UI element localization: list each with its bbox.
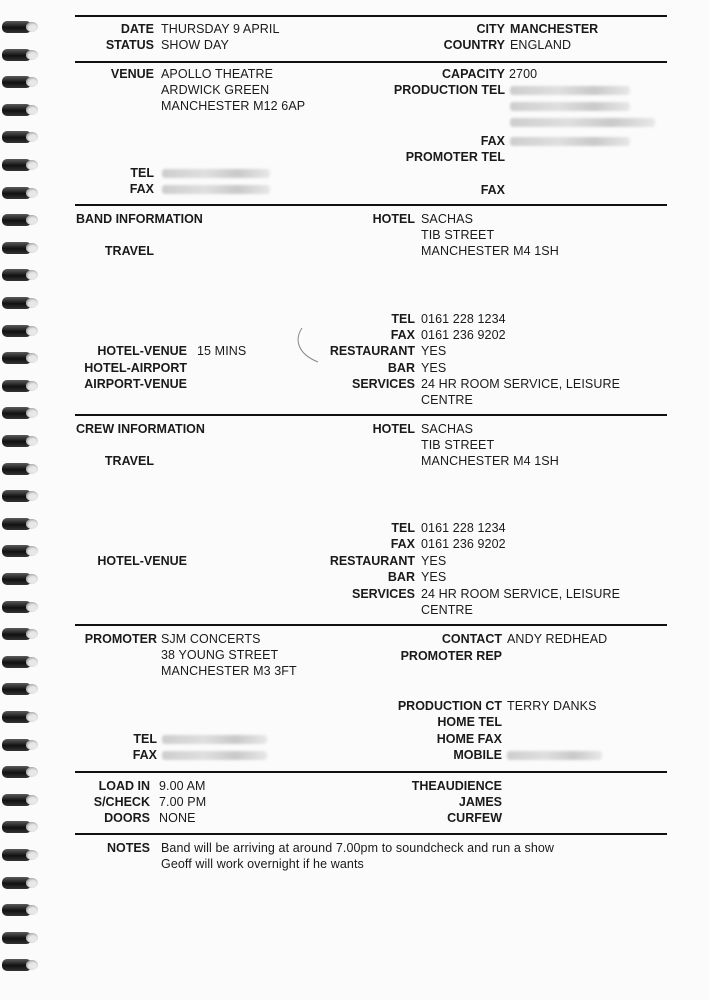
crew-restaurant-label: RESTAURANT xyxy=(329,554,415,568)
doors-label: DOORS xyxy=(104,811,150,825)
crew-hotel-line: TIB STREET xyxy=(421,438,495,452)
notes-line: Band will be arriving at around 7.00pm to soundcheck and run a show xyxy=(161,841,555,855)
promoter-fax-label: FAX xyxy=(480,183,505,197)
crew-information-heading: CREW INFORMATION xyxy=(76,422,205,436)
support-act-1: THEAUDIENCE xyxy=(411,779,502,793)
production-ct-label: PRODUCTION CT xyxy=(397,699,502,713)
divider xyxy=(75,204,667,206)
venue-label: VENUE xyxy=(110,67,154,81)
band-services-label: SERVICES xyxy=(352,377,415,391)
redacted-value xyxy=(162,751,267,760)
crew-services-line: CENTRE xyxy=(421,603,473,617)
binding-ring xyxy=(2,213,40,227)
redacted-value xyxy=(510,137,630,146)
load-in-value: 9.00 AM xyxy=(159,779,206,793)
promoter-line: 38 YOUNG STREET xyxy=(161,648,279,662)
crew-tel-label: TEL xyxy=(391,521,415,535)
crew-bar-label: BAR xyxy=(387,570,415,584)
status-label: STATUS xyxy=(105,38,154,52)
crew-hotel-line: MANCHESTER M4 1SH xyxy=(421,454,559,468)
band-restaurant-value: YES xyxy=(421,344,447,358)
capacity-value: 2700 xyxy=(509,67,538,81)
band-hotel-line: SACHAS xyxy=(421,212,474,226)
divider xyxy=(75,833,667,835)
binding-ring xyxy=(2,572,40,586)
binding-ring xyxy=(2,655,40,669)
mobile-label: MOBILE xyxy=(453,748,502,762)
binding-ring xyxy=(2,489,40,503)
venue-line: MANCHESTER M12 6AP xyxy=(161,99,306,113)
redacted-value xyxy=(510,102,630,111)
binding-ring xyxy=(2,710,40,724)
support-act-2: JAMES xyxy=(458,795,502,809)
contact-value: ANDY REDHEAD xyxy=(507,632,608,646)
crew-restaurant-value: YES xyxy=(421,554,447,568)
promoter-rep-label: PROMOTER REP xyxy=(400,649,502,663)
redacted-value xyxy=(507,751,602,760)
band-tel-value: 0161 228 1234 xyxy=(421,312,506,326)
status-value: SHOW DAY xyxy=(161,38,229,52)
production-tel-label: PRODUCTION TEL xyxy=(393,83,505,97)
binding-ring xyxy=(2,103,40,117)
crew-travel-label: TRAVEL xyxy=(104,454,154,468)
load-in-label: LOAD IN xyxy=(98,779,150,793)
venue-line: ARDWICK GREEN xyxy=(161,83,270,97)
binding-ring xyxy=(2,600,40,614)
notes-label: NOTES xyxy=(106,841,150,855)
redacted-value xyxy=(510,86,630,95)
soundcheck-value: 7.00 PM xyxy=(159,795,207,809)
promoter-label: PROMOTER xyxy=(84,632,157,646)
crew-services-label: SERVICES xyxy=(352,587,415,601)
binding-ring xyxy=(2,738,40,752)
production-ct-value: TERRY DANKS xyxy=(507,699,597,713)
band-bar-value: YES xyxy=(421,361,447,375)
redacted-value xyxy=(162,735,267,744)
city-value: MANCHESTER xyxy=(510,22,599,36)
promoter-fax-label: FAX xyxy=(132,748,157,762)
binding-ring xyxy=(2,186,40,200)
band-travel-label: TRAVEL xyxy=(104,244,154,258)
soundcheck-label: S/CHECK xyxy=(93,795,150,809)
band-hotel-line: TIB STREET xyxy=(421,228,495,242)
binding-ring xyxy=(2,324,40,338)
binding-ring xyxy=(2,820,40,834)
crew-hotel-line: SACHAS xyxy=(421,422,474,436)
pen-mark xyxy=(294,326,324,366)
binding-ring xyxy=(2,379,40,393)
notes-line: Geoff will work overnight if he wants xyxy=(161,857,364,871)
doors-value: NONE xyxy=(159,811,196,825)
redacted-value xyxy=(162,169,270,178)
promoter-line: MANCHESTER M3 3FT xyxy=(161,664,297,678)
venue-fax-label: FAX xyxy=(129,182,154,196)
band-services-line: 24 HR ROOM SERVICE, LEISURE xyxy=(421,377,621,391)
binding-ring xyxy=(2,406,40,420)
binding-ring xyxy=(2,517,40,531)
band-tel-label: TEL xyxy=(391,312,415,326)
binding-ring xyxy=(2,544,40,558)
crew-services-line: 24 HR ROOM SERVICE, LEISURE xyxy=(421,587,621,601)
crew-fax-value: 0161 236 9202 xyxy=(421,537,506,551)
binding-ring xyxy=(2,848,40,862)
binding-ring xyxy=(2,351,40,365)
city-label: CITY xyxy=(476,22,505,36)
band-airport-venue-label: AIRPORT-VENUE xyxy=(84,377,187,391)
crew-tel-value: 0161 228 1234 xyxy=(421,521,506,535)
binding-ring xyxy=(2,682,40,696)
binding-ring xyxy=(2,48,40,62)
curfew-label: CURFEW xyxy=(447,811,502,825)
divider xyxy=(75,624,667,626)
promoter-tel-label: PROMOTER TEL xyxy=(405,150,505,164)
binding-ring xyxy=(2,241,40,255)
production-fax-label: FAX xyxy=(480,134,505,148)
binding-ring xyxy=(2,296,40,310)
home-tel-label: HOME TEL xyxy=(437,715,502,729)
date-value: THURSDAY 9 APRIL xyxy=(161,22,280,36)
divider xyxy=(75,61,667,63)
date-label: DATE xyxy=(120,22,154,36)
band-services-line: CENTRE xyxy=(421,393,473,407)
binding-ring xyxy=(2,627,40,641)
binding-ring xyxy=(2,130,40,144)
band-restaurant-label: RESTAURANT xyxy=(329,344,415,358)
band-hotel-label: HOTEL xyxy=(372,212,415,226)
binding-ring xyxy=(2,158,40,172)
divider xyxy=(75,15,667,17)
binding-ring xyxy=(2,20,40,34)
binding-ring xyxy=(2,268,40,282)
band-hotel-line: MANCHESTER M4 1SH xyxy=(421,244,559,258)
capacity-label: CAPACITY xyxy=(442,67,505,81)
country-label: COUNTRY xyxy=(443,38,505,52)
crew-hotel-label: HOTEL xyxy=(372,422,415,436)
promoter-line: SJM CONCERTS xyxy=(161,632,261,646)
band-information-heading: BAND INFORMATION xyxy=(76,212,203,226)
redacted-value xyxy=(510,118,655,127)
binding-ring xyxy=(2,75,40,89)
crew-hotel-venue-label: HOTEL-VENUE xyxy=(97,554,187,568)
venue-line: APOLLO THEATRE xyxy=(161,67,274,81)
home-fax-label: HOME FAX xyxy=(436,732,502,746)
binding-ring xyxy=(2,765,40,779)
binding-ring xyxy=(2,903,40,917)
contact-label: CONTACT xyxy=(441,632,502,646)
binding-ring xyxy=(2,958,40,972)
band-hotel-venue-value: 15 MINS xyxy=(197,344,247,358)
band-fax-value: 0161 236 9202 xyxy=(421,328,506,342)
spiral-binding xyxy=(0,0,44,1000)
divider xyxy=(75,414,667,416)
binding-ring xyxy=(2,434,40,448)
band-hotel-airport-label: HOTEL-AIRPORT xyxy=(84,361,187,375)
redacted-value xyxy=(162,185,270,194)
band-hotel-venue-label: HOTEL-VENUE xyxy=(97,344,187,358)
binding-ring xyxy=(2,793,40,807)
binding-ring xyxy=(2,876,40,890)
band-bar-label: BAR xyxy=(387,361,415,375)
band-fax-label: FAX xyxy=(390,328,415,342)
crew-bar-value: YES xyxy=(421,570,447,584)
venue-tel-label: TEL xyxy=(130,166,154,180)
crew-fax-label: FAX xyxy=(390,537,415,551)
country-value: ENGLAND xyxy=(510,38,572,52)
binding-ring xyxy=(2,462,40,476)
binding-ring xyxy=(2,931,40,945)
divider xyxy=(75,771,667,773)
promoter-tel-label: TEL xyxy=(133,732,157,746)
